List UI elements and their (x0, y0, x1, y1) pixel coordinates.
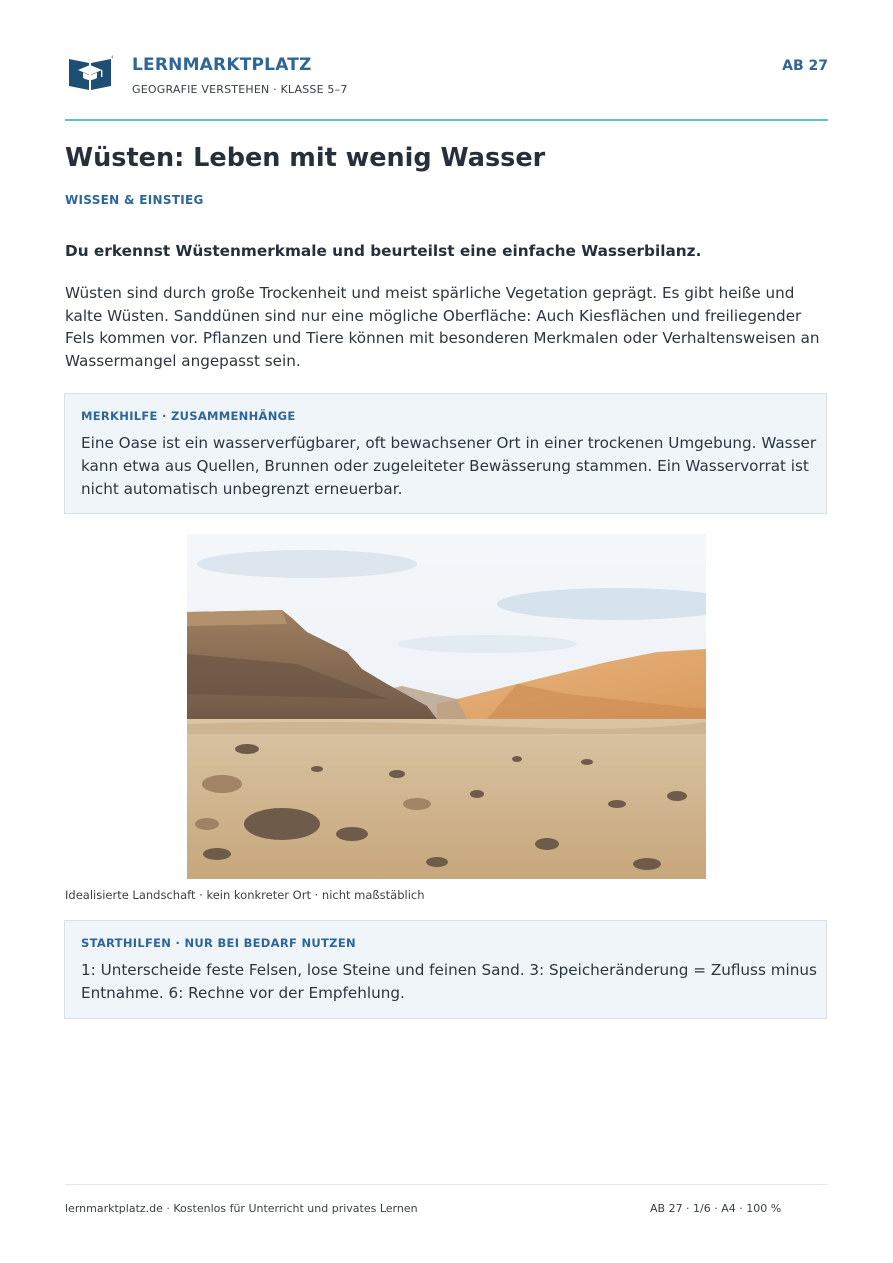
intro-paragraph: Wüsten sind durch große Trockenheit und meist spärliche Vegetation geprägt. Es gibt heiße und kalte Wüsten. Sanddünen sind nur eine mögliche Oberfläche: Auch Kiesflächen und freiliegender Fels kommen vor. Pflanzen und Tiere können mit besonderen Merkmalen oder Verhaltensweisen an Wassermangel angepasst sein. (65, 284, 820, 370)
starthilfen-box (64, 920, 827, 1019)
footer-site-note: lernmarktplatz.de · Kostenlos für Unterricht und privates Lernen (65, 1202, 418, 1215)
sheet-id: AB 27 (782, 58, 828, 74)
brand-name: LERNMARKTPLATZ (132, 55, 312, 75)
learning-objective: Du erkennst Wüstenmerkmale und beurteilst eine einfache Wasserbilanz. (65, 242, 702, 260)
graduation-cap-book-icon (67, 53, 113, 91)
footer-divider (65, 1184, 828, 1185)
starthilfen-title: STARTHILFEN · NUR BEI BEDARF NUTZEN (81, 936, 356, 950)
header-divider (65, 119, 828, 121)
merkhilfe-box (64, 393, 827, 514)
page-header (65, 50, 828, 100)
footer-page-info: AB 27 · 1/6 · A4 · 100 % (650, 1202, 782, 1215)
desert-landscape-image (187, 534, 706, 879)
image-caption: Idealisierte Landschaft · kein konkreter Ort · nicht maßstäblich (65, 888, 425, 902)
merkhilfe-text: Eine Oase ist ein wasserverfügbarer, oft bewachsener Ort in einer trockenen Umgebung. Wasser kann etwa aus Quellen, Brunnen oder zugeleiteter Bewässerung stammen. Ein Wasservorrat ist nicht automatisch unbegrenzt erneuerbar. (81, 434, 817, 498)
section-kicker: WISSEN & EINSTIEG (65, 193, 204, 207)
starthilfen-text: 1: Unterscheide feste Felsen, lose Steine und feinen Sand. 3: Speicheränderung = Zufluss minus Entnahme. 6: Rechne vor der Empfehlung. (81, 961, 817, 1002)
merkhilfe-title: MERKHILFE · ZUSAMMENHÄNGE (81, 409, 296, 423)
subject-subline: GEOGRAFIE VERSTEHEN · KLASSE 5–7 (132, 83, 348, 96)
page-title: Wüsten: Leben mit wenig Wasser (65, 143, 546, 173)
